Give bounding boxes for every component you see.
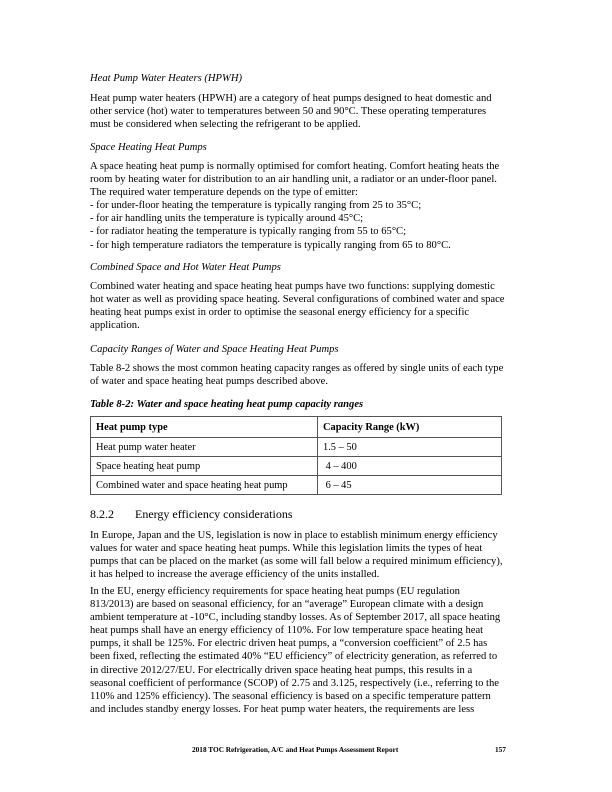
page-number: 157: [495, 745, 506, 754]
text-line: of water and space heating heat pumps described above.: [90, 376, 328, 388]
heading-combined: Combined Space and Hot Water Heat Pumps: [90, 262, 281, 273]
text-line: The required water temperature depends on the type of emitter:: [90, 187, 358, 199]
text-line: seasonal coefficient of performance (SCOP) of 2.75 and 3.125, respectively (i.e., referring to the: [90, 677, 499, 689]
paragraph-hpwh: [90, 92, 530, 131]
text-line: heat pumps shall have an energy efficiency of 110%. For low temperature space heating heat: [90, 625, 484, 637]
paragraph-space-heating: [90, 160, 530, 252]
section-heading-8-2-2: [90, 508, 530, 521]
page-footer: 2018 TOC Refrigeration, A/C and Heat Pumps Assessment Report: [192, 745, 399, 754]
list-item: - for under-floor heating the temperature is typically ranging from 25 to 35°C;: [90, 200, 422, 212]
text-line: other service (hot) water to temperatures between 50 and 90°C. These operating temperatures: [90, 106, 487, 118]
text-line: Table 8-2 shows the most common heating capacity ranges as offered by single units of each type: [90, 363, 504, 374]
table-cell: 6 – 45: [318, 476, 502, 495]
heading-space-heating: Space Heating Heat Pumps: [90, 142, 207, 153]
table-cell: 1.5 – 50: [318, 438, 502, 457]
text-line: heating heat pumps exist in order to optimise the seasonal energy efficiency for a specific: [90, 307, 470, 319]
paragraph-combined: [90, 280, 530, 332]
text-line: it has helped to increase the average efficiency of the units installed.: [90, 569, 380, 581]
text-line: must be considered when selecting the refrigerant to be applied.: [90, 119, 361, 131]
text-line: application.: [90, 320, 140, 332]
column-header: Heat pump type: [91, 417, 318, 438]
column-header: Capacity Range (kW): [318, 417, 502, 438]
table-cell: Combined water and space heating heat pump: [91, 476, 318, 495]
table-row: [91, 438, 502, 457]
text-line: pumps that can be placed on the market (as some will fall below a required minimum efficiency),: [90, 556, 503, 568]
paragraph-energy-efficiency-2: [90, 585, 530, 716]
capacity-table: [90, 416, 502, 495]
table-row: [91, 457, 502, 476]
text-line: 813/2013) are based on seasonal efficiency, for an “average” European climate with a design: [90, 599, 484, 611]
section-number: 8.2.2: [90, 507, 114, 521]
text-line: been fixed, reflecting the estimated 40% “EU efficiency” of electricity generation, as referred to: [90, 651, 498, 663]
text-line: in directive 2012/27/EU. For electrically driven space heating heat pumps, this results in a: [90, 664, 473, 676]
text-line: pumps, it shall be 125%. For electric driven heat pumps, a “conversion coefficient” of 2.5 has: [90, 638, 488, 650]
text-line: A space heating heat pump is normally optimised for comfort heating. Comfort heating heats the: [90, 161, 500, 172]
text-line: and includes standby energy losses. For heat pump water heaters, the requirements are less: [90, 703, 475, 715]
text-line: ambient temperature at -10°C, including standby losses. As of September 2017, all space heating: [90, 612, 501, 624]
table-cell: Space heating heat pump: [91, 457, 318, 476]
list-item: - for high temperature radiators the temperature is typically ranging from 65 to 80°C.: [90, 239, 451, 251]
text-line: 110% and 125% efficiency). The seasonal efficiency is based on a specific temperature pattern: [90, 690, 491, 702]
table-caption: Table 8-2: Water and space heating heat pump capacity ranges: [90, 399, 364, 410]
list-item: - for radiator heating the temperature is typically ranging from 55 to 65°C;: [90, 226, 407, 238]
heading-capacity-ranges: Capacity Ranges of Water and Space Heating Heat Pumps: [90, 344, 339, 355]
text-line: In the EU, energy efficiency requirements for space heating heat pumps (EU regulation: [90, 586, 460, 597]
table-cell: Heat pump water heater: [91, 438, 318, 457]
table-cell: 4 – 400: [318, 457, 502, 476]
text-line: hot water as well as providing space heating. Several configurations of combined water and space: [90, 294, 505, 306]
table-row: [91, 476, 502, 495]
text-line: room by heating water for distribution to an air handling unit, a radiator or an under-floor panel.: [90, 174, 497, 186]
section-title: Energy efficiency considerations: [135, 507, 293, 521]
heading-hpwh: Heat Pump Water Heaters (HPWH): [90, 73, 243, 84]
list-item: - for air handling units the temperature is typically around 45°C;: [90, 213, 364, 225]
paragraph-energy-efficiency-1: [90, 529, 530, 581]
paragraph-capacity-ranges: [90, 362, 530, 388]
table-header-row: [91, 417, 502, 438]
text-line: Heat pump water heaters (HPWH) are a category of heat pumps designed to heat domestic and: [90, 93, 492, 104]
text-line: values for water and space heating heat pumps. While this legislation limits the types of heat: [90, 543, 483, 555]
text-line: In Europe, Japan and the US, legislation is now in place to establish minimum energy efficiency: [90, 530, 498, 541]
text-line: Combined water heating and space heating heat pumps have two functions: supplying domestic: [90, 281, 495, 292]
